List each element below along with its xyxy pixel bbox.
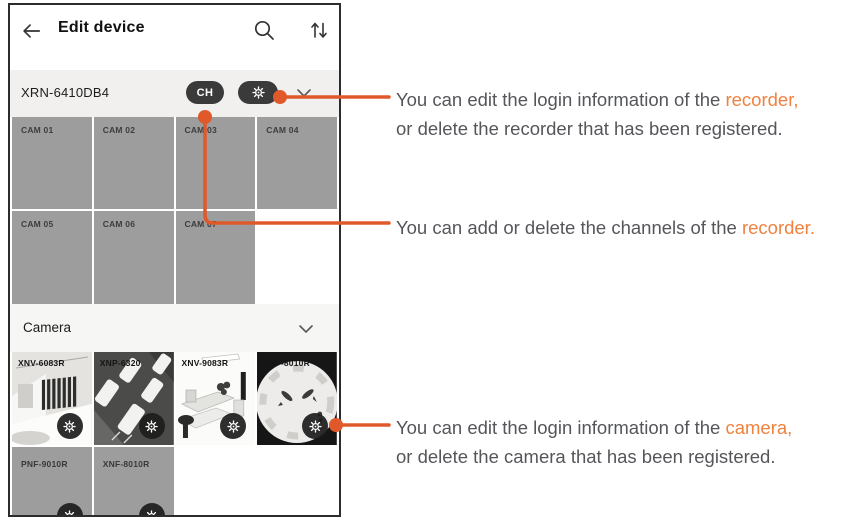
channel-label: CAM 03 <box>184 125 217 135</box>
app-bar <box>10 5 339 70</box>
gear-icon <box>251 85 266 100</box>
channel-label: CAM 05 <box>21 219 54 229</box>
camera-section-title: Camera <box>23 320 72 335</box>
annotation-line: or delete the recorder that has been registered. <box>396 118 783 139</box>
highlight-recorder: recorder, <box>725 89 799 110</box>
camera-label: PNF-9010R <box>21 459 68 469</box>
camera-tile[interactable] <box>12 447 92 517</box>
channel-label: CAM 01 <box>21 125 54 135</box>
annotation-line: You can edit the login information of the camera, <box>396 417 793 438</box>
camera-settings-button[interactable] <box>57 503 83 517</box>
gear-icon <box>62 419 77 434</box>
annotation-recorder-channels <box>396 213 815 242</box>
search-button[interactable] <box>252 18 276 42</box>
empty-cell <box>257 447 337 517</box>
channel-edit-button[interactable] <box>186 81 224 104</box>
highlight-recorder: recorder. <box>741 217 815 238</box>
highlight-camera: camera, <box>725 417 793 438</box>
channel-tile[interactable] <box>176 117 256 209</box>
camera-tile[interactable] <box>94 352 174 445</box>
camera-row-2 <box>12 447 337 517</box>
sort-button[interactable] <box>307 18 331 42</box>
empty-cell <box>176 447 256 517</box>
chevron-down-icon[interactable] <box>298 324 314 334</box>
phone-screenshot <box>8 3 341 517</box>
channel-grid-row-2 <box>12 211 337 304</box>
channel-label: CAM 02 <box>102 125 136 135</box>
channel-tile[interactable] <box>257 117 337 209</box>
annotation-line: or delete the camera that has been registered. <box>396 446 776 467</box>
gear-icon <box>144 419 159 434</box>
back-button[interactable] <box>20 20 42 42</box>
channel-tile[interactable] <box>12 117 92 209</box>
channel-label: CAM 04 <box>266 125 299 135</box>
back-arrow-icon <box>20 20 42 42</box>
recorder-name: XRN-6410DB4 <box>21 85 110 100</box>
annotation-camera-edit <box>396 413 792 471</box>
empty-cell <box>257 211 337 304</box>
camera-section-header[interactable] <box>10 304 339 352</box>
annotation-line: You can edit the login information of the recorder, <box>396 89 799 110</box>
annotation-line: You can add or delete the channels of the recorder. <box>396 217 815 238</box>
camera-label: XNF-8010R <box>102 459 150 469</box>
channel-tile[interactable] <box>12 211 92 304</box>
camera-label: XNV-6083R <box>18 358 65 368</box>
camera-settings-button[interactable] <box>57 413 83 439</box>
camera-tile[interactable] <box>94 447 174 517</box>
channel-grid-row-1 <box>12 117 337 209</box>
camera-label: XNF-8010R <box>263 358 310 368</box>
camera-settings-button[interactable] <box>139 413 165 439</box>
channel-label: CAM 07 <box>184 219 217 229</box>
annotation-recorder-edit <box>396 85 798 143</box>
page-title: Edit device <box>58 19 145 36</box>
recorder-settings-button[interactable] <box>238 81 278 104</box>
sort-icon <box>307 18 331 42</box>
search-icon <box>252 18 276 42</box>
gear-icon <box>144 509 159 518</box>
channel-tile[interactable] <box>94 211 174 304</box>
camera-tile[interactable] <box>12 352 92 445</box>
chevron-down-icon[interactable] <box>296 88 312 98</box>
channel-edit-label: CH <box>196 86 214 99</box>
channel-label: CAM 06 <box>102 219 136 229</box>
camera-settings-button[interactable] <box>139 503 165 517</box>
gear-icon <box>226 419 241 434</box>
camera-tile[interactable] <box>176 352 256 445</box>
camera-tile[interactable] <box>257 352 337 445</box>
camera-thumb-row <box>12 352 337 445</box>
camera-settings-button[interactable] <box>302 413 328 439</box>
camera-label: XNP-6320 <box>99 358 141 368</box>
channel-tile[interactable] <box>176 211 256 304</box>
gear-icon <box>308 419 323 434</box>
camera-label: XNV-9083R <box>181 358 229 368</box>
gear-icon <box>62 509 77 518</box>
recorder-row[interactable] <box>10 70 339 117</box>
channel-tile[interactable] <box>94 117 174 209</box>
